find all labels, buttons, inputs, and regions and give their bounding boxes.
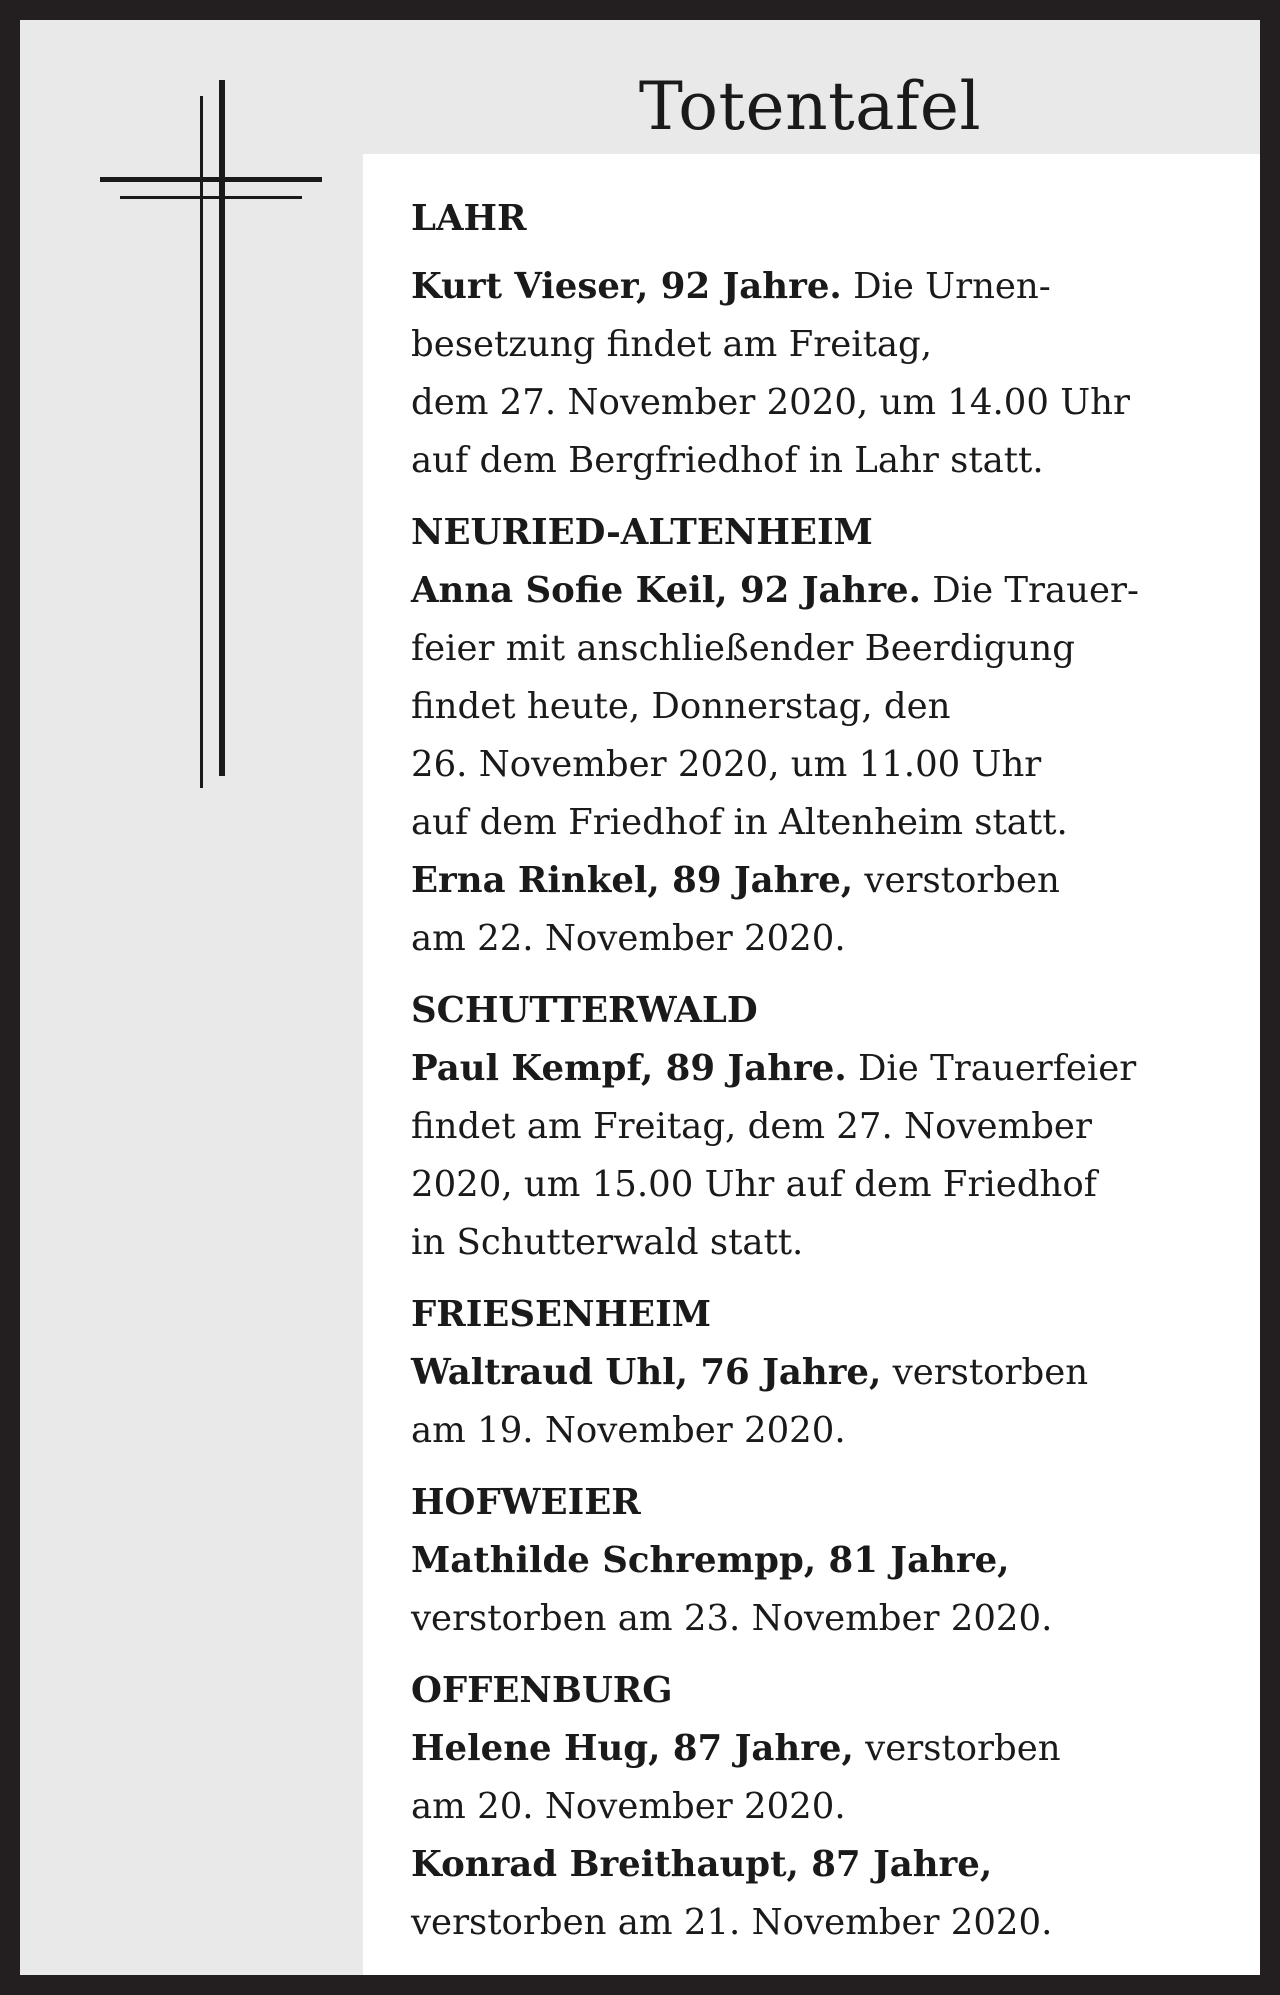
entry-line: auf dem Friedhof in Altenheim statt. bbox=[411, 802, 1068, 843]
entry-line bbox=[411, 1720, 1260, 1778]
entry-text: verstorben bbox=[881, 1352, 1089, 1393]
deceased-name: Waltraud Uhl, 76 Jahre, bbox=[411, 1352, 882, 1393]
entry-text: verstorben bbox=[853, 860, 1060, 901]
entry-text: Die Trauer- bbox=[920, 570, 1140, 611]
section-offenburg bbox=[411, 1662, 1260, 1952]
obituary-entry bbox=[411, 1836, 1260, 1952]
entry-line: in Schutterwald statt. bbox=[411, 1222, 804, 1263]
deceased-name: Mathilde Schrempp, 81 Jahre, bbox=[411, 1540, 1010, 1581]
deceased-name: Anna Sofie Keil, 92 Jahre. bbox=[411, 570, 921, 611]
entry-line bbox=[411, 852, 1260, 910]
entry-line: verstorben am 23. November 2020. bbox=[411, 1598, 1053, 1639]
cross-icon bbox=[20, 20, 360, 780]
entry-line: findet am Freitag, dem 27. November bbox=[411, 1106, 1092, 1147]
obituary-entry bbox=[411, 258, 1260, 490]
section-place-heading: NEURIED-ALTENHEIM bbox=[411, 512, 873, 553]
entry-line: 26. November 2020, um 11.00 Uhr bbox=[411, 744, 1042, 785]
section-hofweier bbox=[411, 1474, 1260, 1648]
entry-line bbox=[411, 258, 1260, 316]
section-place-heading: SCHUTTERWALD bbox=[411, 990, 758, 1031]
section-friesenheim bbox=[411, 1286, 1260, 1460]
deceased-name: Kurt Vieser, 92 Jahre. bbox=[411, 266, 842, 307]
obituary-entry bbox=[411, 1720, 1260, 1836]
section-schutterwald bbox=[411, 982, 1260, 1272]
entry-line: am 22. November 2020. bbox=[411, 918, 846, 959]
section-place-heading: FRIESENHEIM bbox=[411, 1294, 712, 1335]
section-place-heading: HOFWEIER bbox=[411, 1482, 641, 1523]
entry-line: auf dem Bergfriedhof in Lahr statt. bbox=[411, 440, 1044, 481]
section-place-heading: LAHR bbox=[411, 198, 527, 239]
entry-text: Die Urnen- bbox=[841, 266, 1051, 307]
section-neuried-altenheim bbox=[411, 504, 1260, 968]
entry-line: besetzung findet am Freitag, bbox=[411, 324, 933, 365]
obituary-entry bbox=[411, 852, 1260, 968]
deceased-name: Erna Rinkel, 89 Jahre, bbox=[411, 860, 854, 901]
obituary-entry bbox=[411, 1532, 1260, 1648]
entry-text: Die Trauerfeier bbox=[846, 1048, 1137, 1089]
obituary-entry bbox=[411, 1344, 1260, 1460]
section-lahr bbox=[411, 190, 1260, 490]
page-title: Totentafel bbox=[638, 68, 982, 145]
entry-line bbox=[411, 1344, 1260, 1402]
deceased-name: Konrad Breithaupt, 87 Jahre, bbox=[411, 1844, 993, 1885]
entry-line: findet heute, Donnerstag, den bbox=[411, 686, 951, 727]
entry-line: feier mit anschließender Beerdigung bbox=[411, 628, 1075, 669]
entry-text: verstorben bbox=[853, 1728, 1061, 1769]
entry-line bbox=[411, 562, 1260, 620]
entry-line bbox=[411, 1040, 1260, 1098]
obituary-entry bbox=[411, 1040, 1260, 1272]
entry-line: verstorben am 21. November 2020. bbox=[411, 1902, 1053, 1943]
entry-line bbox=[411, 1836, 1260, 1894]
entry-line: am 19. November 2020. bbox=[411, 1410, 846, 1451]
obituary-list-panel bbox=[363, 154, 1280, 1995]
deceased-name: Paul Kempf, 89 Jahre. bbox=[411, 1048, 847, 1089]
obituary-entry bbox=[411, 562, 1260, 852]
deceased-name: Helene Hug, 87 Jahre, bbox=[411, 1728, 854, 1769]
entry-line bbox=[411, 1532, 1260, 1590]
obituary-list bbox=[411, 190, 1260, 1952]
entry-line: dem 27. November 2020, um 14.00 Uhr bbox=[411, 382, 1130, 423]
section-place-heading: OFFENBURG bbox=[411, 1670, 673, 1711]
entry-line: am 20. November 2020. bbox=[411, 1786, 846, 1827]
entry-line: 2020, um 15.00 Uhr auf dem Friedhof bbox=[411, 1164, 1097, 1205]
